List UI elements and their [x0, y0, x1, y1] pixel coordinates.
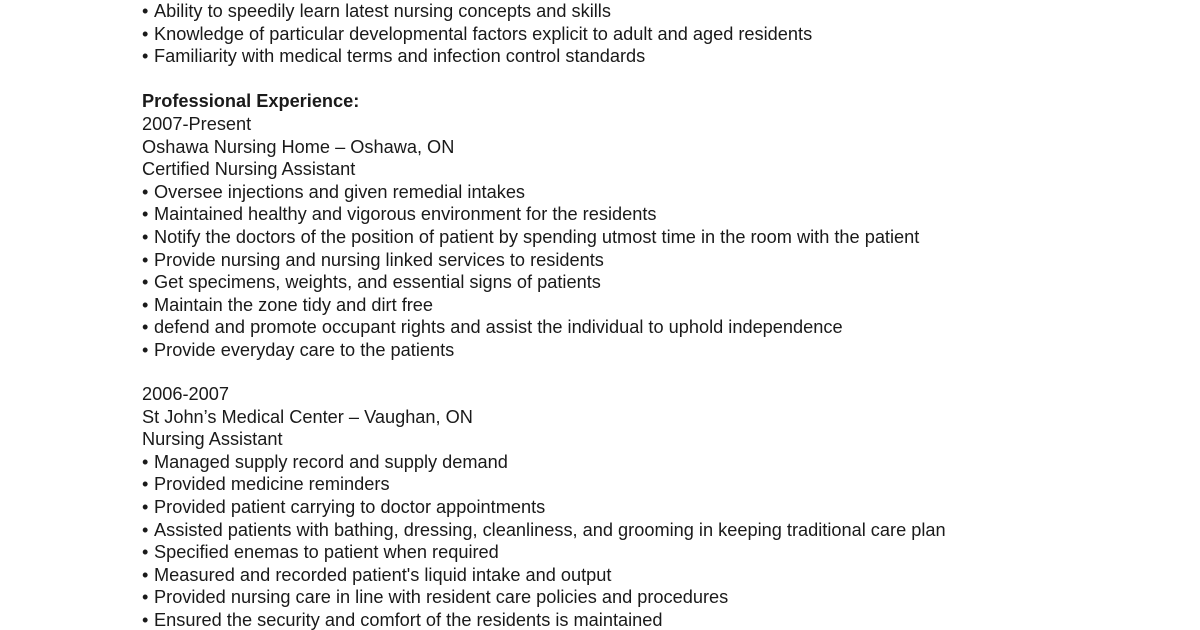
job-period: 2006-2007 — [142, 384, 229, 404]
duty-item: • Specified enemas to patient when required — [142, 542, 499, 563]
duty-item: • Ensured the security and comfort of the residents is maintained — [142, 609, 663, 630]
job-employer: St John’s Medical Center – Vaughan, ON — [142, 406, 473, 427]
skill-item: • Ability to speedily learn latest nursing concepts and skills — [142, 1, 611, 21]
job-employer: Oshawa Nursing Home – Oshawa, ON — [142, 136, 455, 157]
duty-item: • Oversee injections and given remedial intakes — [142, 181, 526, 202]
skills-list — [142, 0, 812, 68]
duty-item: • Maintained healthy and vigorous environment for the residents — [142, 204, 657, 225]
duty-item: • Provided patient carrying to doctor appointments — [142, 496, 546, 517]
duty-item: • Provided nursing care in line with resident care policies and procedures — [142, 587, 729, 608]
duty-item: • Provided medicine reminders — [142, 474, 390, 495]
duty-item: • Provide nursing and nursing linked services to residents — [142, 249, 604, 270]
duty-item: • Managed supply record and supply demand — [142, 451, 508, 472]
duty-item: • Get specimens, weights, and essential signs of patients — [142, 272, 601, 293]
duty-item: • Provide everyday care to the patients — [142, 339, 455, 360]
job-title: Certified Nursing Assistant — [142, 159, 356, 180]
skill-item: • Knowledge of particular developmental factors explicit to adult and aged residents — [142, 23, 813, 44]
skill-item: • Familiarity with medical terms and infection control standards — [142, 46, 646, 67]
duty-item: • Notify the doctors of the position of patient by spending utmost time in the room with the patient — [142, 226, 920, 247]
section-heading: Professional Experience: — [142, 91, 360, 111]
job-period: 2007-Present — [142, 114, 252, 134]
job-title: Nursing Assistant — [142, 429, 283, 450]
duty-item: • Measured and recorded patient's liquid intake and output — [142, 564, 612, 585]
duty-item: • defend and promote occupant rights and assist the individual to uphold independence — [142, 317, 843, 338]
job-entry — [142, 113, 919, 362]
job-entry — [142, 383, 946, 630]
duty-item: • Maintain the zone tidy and dirt free — [142, 294, 434, 315]
duty-item: • Assisted patients with bathing, dressing, cleanliness, and grooming in keeping traditional care plan — [142, 519, 946, 540]
experience-section — [142, 90, 359, 113]
